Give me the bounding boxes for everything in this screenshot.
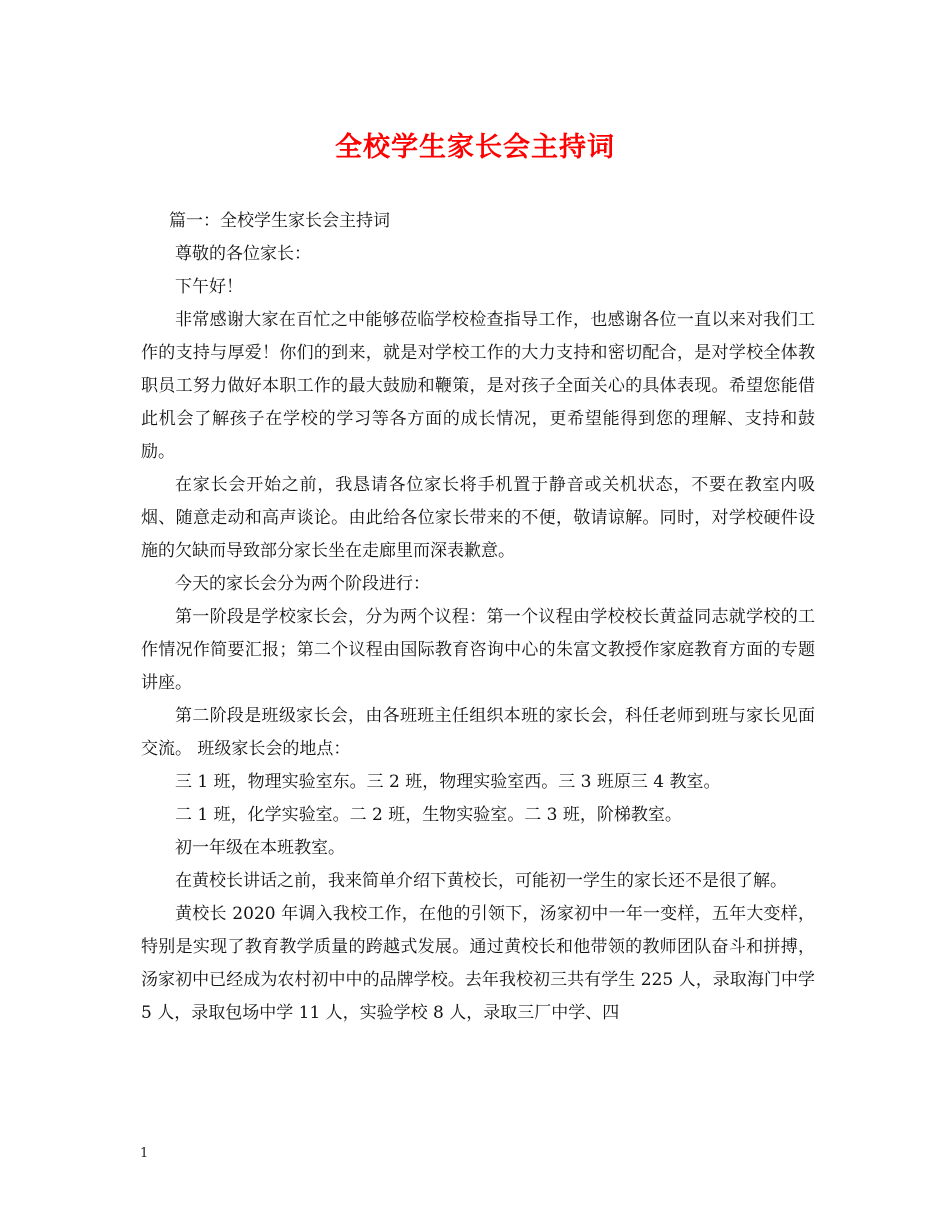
- paragraph-meeting-rules: 在家长会开始之前，我恳请各位家长将手机置于静音或关机状态，不要在教室内吸烟、随意走动和高声谈论。由此给各位家长带来的不便，敬请谅解。同时，对学校硬件设施的欠缺而导致部分家长坐在走廊里而深表歉意。: [141, 475, 815, 561]
- paragraph-grade-three-rooms: 三 1 班，物理实验室东。三 2 班，物理实验室西。三 3 班原三 4 教室。: [175, 772, 721, 792]
- page-number: 1: [140, 1146, 149, 1161]
- section-heading: 篇一：全校学生家长会主持词: [169, 211, 391, 231]
- greeting: 下午好！: [175, 277, 243, 297]
- paragraph-stages-intro: 今天的家长会分为两个阶段进行：: [175, 574, 430, 594]
- paragraph-stage-one: 第一阶段是学校家长会，分为两个议程：第一个议程由学校校长黄益同志就学校的工作情况作简要汇报；第二个议程由国际教育咨询中心的朱富文教授作家庭教育方面的专题讲座。: [141, 607, 815, 693]
- paragraph-grade-one-rooms: 初一年级在本班教室。: [175, 838, 345, 858]
- paragraph-grade-two-rooms: 二 1 班，化学实验室。二 2 班，生物实验室。二 3 班，阶梯教室。: [175, 805, 682, 825]
- paragraph-principal-intro: 在黄校长讲话之前，我来简单介绍下黄校长，可能初一学生的家长还不是很了解。: [175, 871, 787, 891]
- paragraph-thanks: 非常感谢大家在百忙之中能够莅临学校检查指导工作，也感谢各位一直以来对我们工作的支持与厚爱！你们的到来，就是对学校工作的大力支持和密切配合，是对学校全体教职员工努力做好本职工作的最大鼓励和鞭策，是对孩子全面关心的具体表现。希望您能借此机会了解孩子在学校的学习等各方面的成长情况，更希望能得到您的理解、支持和鼓励。: [141, 310, 815, 462]
- salutation: 尊敬的各位家长：: [175, 244, 311, 264]
- paragraph-stage-two: 第二阶段是班级家长会，由各班班主任组织本班的家长会，科任老师到班与家长见面交流。 班级家长会的地点：: [141, 706, 815, 759]
- paragraph-principal-achievements: 黄校长 2020 年调入我校工作，在他的引领下，汤家初中一年一变样，五年大变样，特别是实现了教育教学质量的跨越式发展。通过黄校长和他带领的教师团队奋斗和拼搏，汤家初中已经成为农村初中中的品牌学校。去年我校初三共有学生 225 人，录取海门中学 5 人，录取包场中学 11 人，实验学校 8 人，录取三厂中学、四: [141, 904, 815, 1023]
- document-title: 全校学生家长会主持词: [335, 132, 615, 163]
- document-body: [141, 205, 815, 1030]
